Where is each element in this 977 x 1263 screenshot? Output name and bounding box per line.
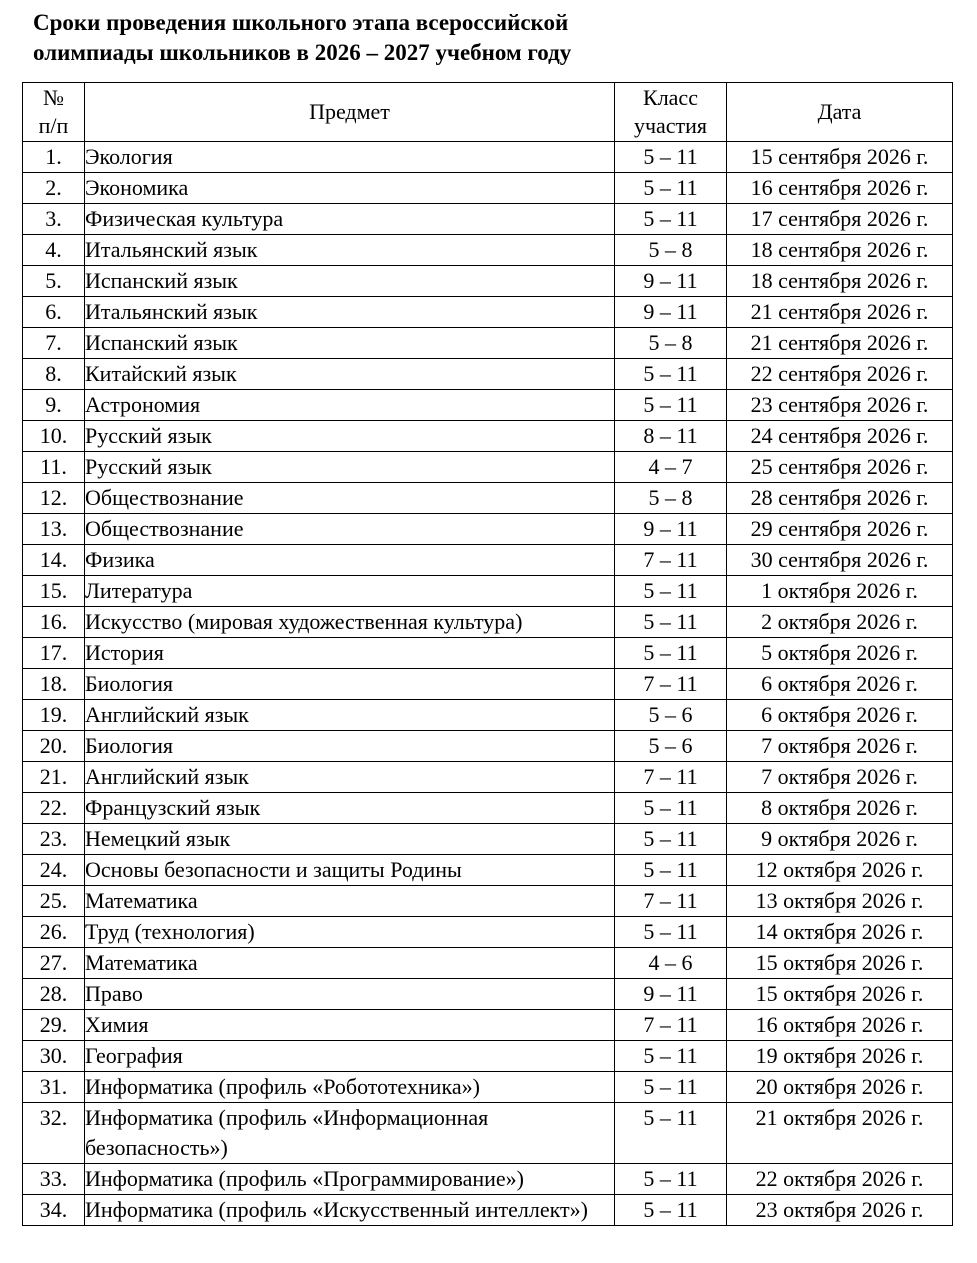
subject-cell: Обществознание (85, 483, 615, 514)
date-cell: 18 сентября 2026 г. (727, 266, 953, 297)
date-cell: 6 октября 2026 г. (727, 700, 953, 731)
class-cell: 7 – 11 (615, 545, 727, 576)
table-row (23, 359, 953, 390)
subject-cell: Английский язык (85, 700, 615, 731)
date-cell: 16 октября 2026 г. (727, 1010, 953, 1041)
class-cell: 5 – 11 (615, 359, 727, 390)
table-row (23, 390, 953, 421)
row-number-cell: 15. (23, 576, 85, 607)
class-cell: 7 – 11 (615, 886, 727, 917)
class-cell: 5 – 11 (615, 1164, 727, 1195)
class-cell: 5 – 8 (615, 328, 727, 359)
date-cell: 18 сентября 2026 г. (727, 235, 953, 266)
date-cell: 19 октября 2026 г. (727, 1041, 953, 1072)
subject-cell: Немецкий язык (85, 824, 615, 855)
subject-cell: Информатика (профиль «Робототехника») (85, 1072, 615, 1103)
table-row (23, 607, 953, 638)
class-cell: 5 – 8 (615, 483, 727, 514)
class-cell: 5 – 11 (615, 638, 727, 669)
row-number-cell: 25. (23, 886, 85, 917)
date-cell: 24 сентября 2026 г. (727, 421, 953, 452)
subject-cell: Информатика (профиль «Искусственный интеллект») (85, 1195, 615, 1226)
subject-cell: Французский язык (85, 793, 615, 824)
class-cell: 9 – 11 (615, 979, 727, 1010)
class-cell: 5 – 11 (615, 142, 727, 173)
row-number-cell: 24. (23, 855, 85, 886)
class-cell: 4 – 6 (615, 948, 727, 979)
row-number-cell: 4. (23, 235, 85, 266)
row-number-cell: 8. (23, 359, 85, 390)
class-cell: 5 – 6 (615, 731, 727, 762)
table-row (23, 514, 953, 545)
row-number-cell: 19. (23, 700, 85, 731)
row-number-cell: 16. (23, 607, 85, 638)
header-number (23, 83, 85, 142)
date-cell: 22 октября 2026 г. (727, 1164, 953, 1195)
date-cell: 13 октября 2026 г. (727, 886, 953, 917)
date-cell: 16 сентября 2026 г. (727, 173, 953, 204)
class-cell: 5 – 11 (615, 607, 727, 638)
header-number-text: № п/п (38, 85, 69, 138)
date-cell: 23 октября 2026 г. (727, 1195, 953, 1226)
subject-cell: География (85, 1041, 615, 1072)
subject-cell: Химия (85, 1010, 615, 1041)
header-class-text: Класс участия (633, 85, 708, 138)
subject-cell: Основы безопасности и защиты Родины (85, 855, 615, 886)
date-cell: 7 октября 2026 г. (727, 731, 953, 762)
date-cell: 21 сентября 2026 г. (727, 297, 953, 328)
row-number-cell: 7. (23, 328, 85, 359)
subject-cell: Итальянский язык (85, 297, 615, 328)
table-row (23, 142, 953, 173)
class-cell: 5 – 11 (615, 576, 727, 607)
class-cell: 9 – 11 (615, 266, 727, 297)
date-cell: 12 октября 2026 г. (727, 855, 953, 886)
row-number-cell: 14. (23, 545, 85, 576)
table-row (23, 483, 953, 514)
subject-cell: Биология (85, 731, 615, 762)
row-number-cell: 30. (23, 1041, 85, 1072)
table-header-row (23, 83, 953, 142)
date-cell: 7 октября 2026 г. (727, 762, 953, 793)
subject-cell: Русский язык (85, 421, 615, 452)
header-class (615, 83, 727, 142)
subject-cell: Информатика (профиль «Программирование») (85, 1164, 615, 1195)
subject-cell: Физическая культура (85, 204, 615, 235)
row-number-cell: 18. (23, 669, 85, 700)
subject-cell: Труд (технология) (85, 917, 615, 948)
subject-cell: История (85, 638, 615, 669)
row-number-cell: 13. (23, 514, 85, 545)
table-row (23, 266, 953, 297)
table-row (23, 886, 953, 917)
date-cell: 1 октября 2026 г. (727, 576, 953, 607)
table-row (23, 793, 953, 824)
date-cell: 28 сентября 2026 г. (727, 483, 953, 514)
subject-cell: Английский язык (85, 762, 615, 793)
class-cell: 7 – 11 (615, 762, 727, 793)
document-title (33, 8, 571, 68)
class-cell: 5 – 11 (615, 917, 727, 948)
table-row (23, 204, 953, 235)
class-cell: 5 – 6 (615, 700, 727, 731)
row-number-cell: 31. (23, 1072, 85, 1103)
header-date (727, 83, 953, 142)
table-row (23, 700, 953, 731)
date-cell: 2 октября 2026 г. (727, 607, 953, 638)
table-row (23, 917, 953, 948)
date-cell: 23 сентября 2026 г. (727, 390, 953, 421)
date-cell: 6 октября 2026 г. (727, 669, 953, 700)
date-cell: 15 сентября 2026 г. (727, 142, 953, 173)
row-number-cell: 33. (23, 1164, 85, 1195)
date-cell: 14 октября 2026 г. (727, 917, 953, 948)
class-cell: 7 – 11 (615, 669, 727, 700)
class-cell: 5 – 11 (615, 173, 727, 204)
date-cell: 17 сентября 2026 г. (727, 204, 953, 235)
subject-cell: Искусство (мировая художественная культура) (85, 607, 615, 638)
class-cell: 5 – 11 (615, 824, 727, 855)
title-line-2: олимпиады школьников в 2026 – 2027 учебном году (33, 40, 572, 65)
row-number-cell: 20. (23, 731, 85, 762)
subject-cell: Математика (85, 948, 615, 979)
row-number-cell: 27. (23, 948, 85, 979)
table-row (23, 1072, 953, 1103)
subject-cell: Информатика (профиль «Информационная безопасность») (85, 1103, 615, 1164)
subject-cell: Экономика (85, 173, 615, 204)
table-row (23, 297, 953, 328)
table-row (23, 545, 953, 576)
table-row (23, 669, 953, 700)
row-number-cell: 12. (23, 483, 85, 514)
class-cell: 4 – 7 (615, 452, 727, 483)
date-cell: 25 сентября 2026 г. (727, 452, 953, 483)
row-number-cell: 2. (23, 173, 85, 204)
subject-cell: Испанский язык (85, 266, 615, 297)
row-number-cell: 29. (23, 1010, 85, 1041)
class-cell: 8 – 11 (615, 421, 727, 452)
subject-cell: Итальянский язык (85, 235, 615, 266)
subject-cell: Астрономия (85, 390, 615, 421)
table-row (23, 762, 953, 793)
date-cell: 15 октября 2026 г. (727, 979, 953, 1010)
table-row (23, 328, 953, 359)
class-cell: 5 – 11 (615, 204, 727, 235)
row-number-cell: 22. (23, 793, 85, 824)
class-cell: 5 – 11 (615, 1072, 727, 1103)
table-row (23, 1010, 953, 1041)
row-number-cell: 11. (23, 452, 85, 483)
table-row (23, 638, 953, 669)
date-cell: 21 сентября 2026 г. (727, 328, 953, 359)
title-line-1: Сроки проведения школьного этапа всероссийской (33, 10, 569, 35)
table-row (23, 1164, 953, 1195)
table-row (23, 576, 953, 607)
table-row (23, 1041, 953, 1072)
row-number-cell: 28. (23, 979, 85, 1010)
table-body (23, 142, 953, 1226)
header-date-text: Дата (817, 99, 862, 124)
subject-cell: Китайский язык (85, 359, 615, 390)
row-number-cell: 5. (23, 266, 85, 297)
row-number-cell: 21. (23, 762, 85, 793)
subject-cell: Математика (85, 886, 615, 917)
class-cell: 5 – 11 (615, 855, 727, 886)
class-cell: 5 – 11 (615, 390, 727, 421)
subject-cell: Физика (85, 545, 615, 576)
row-number-cell: 32. (23, 1103, 85, 1164)
row-number-cell: 1. (23, 142, 85, 173)
date-cell: 21 октября 2026 г. (727, 1103, 953, 1164)
table-row (23, 1103, 953, 1164)
subject-cell: Литература (85, 576, 615, 607)
table-row (23, 731, 953, 762)
table-row (23, 173, 953, 204)
date-cell: 15 октября 2026 г. (727, 948, 953, 979)
date-cell: 9 октября 2026 г. (727, 824, 953, 855)
date-cell: 22 сентября 2026 г. (727, 359, 953, 390)
row-number-cell: 26. (23, 917, 85, 948)
row-number-cell: 34. (23, 1195, 85, 1226)
table-row (23, 421, 953, 452)
row-number-cell: 23. (23, 824, 85, 855)
subject-cell: Испанский язык (85, 328, 615, 359)
date-cell: 29 сентября 2026 г. (727, 514, 953, 545)
class-cell: 5 – 8 (615, 235, 727, 266)
date-cell: 20 октября 2026 г. (727, 1072, 953, 1103)
class-cell: 9 – 11 (615, 514, 727, 545)
row-number-cell: 3. (23, 204, 85, 235)
class-cell: 5 – 11 (615, 1041, 727, 1072)
table-row (23, 948, 953, 979)
row-number-cell: 6. (23, 297, 85, 328)
subject-cell: Право (85, 979, 615, 1010)
class-cell: 5 – 11 (615, 793, 727, 824)
row-number-cell: 9. (23, 390, 85, 421)
class-cell: 9 – 11 (615, 297, 727, 328)
subject-cell: Русский язык (85, 452, 615, 483)
row-number-cell: 17. (23, 638, 85, 669)
table-row (23, 979, 953, 1010)
table-row (23, 855, 953, 886)
date-cell: 30 сентября 2026 г. (727, 545, 953, 576)
class-cell: 5 – 11 (615, 1195, 727, 1226)
olympiad-schedule-table (22, 82, 953, 1226)
row-number-cell: 10. (23, 421, 85, 452)
subject-cell: Экология (85, 142, 615, 173)
date-cell: 8 октября 2026 г. (727, 793, 953, 824)
class-cell: 7 – 11 (615, 1010, 727, 1041)
table-row (23, 824, 953, 855)
date-cell: 5 октября 2026 г. (727, 638, 953, 669)
header-subject (85, 83, 615, 142)
subject-cell: Обществознание (85, 514, 615, 545)
header-subject-text: Предмет (309, 99, 390, 124)
table-row (23, 452, 953, 483)
table-row (23, 1195, 953, 1226)
subject-cell: Биология (85, 669, 615, 700)
class-cell: 5 – 11 (615, 1103, 727, 1164)
table-row (23, 235, 953, 266)
